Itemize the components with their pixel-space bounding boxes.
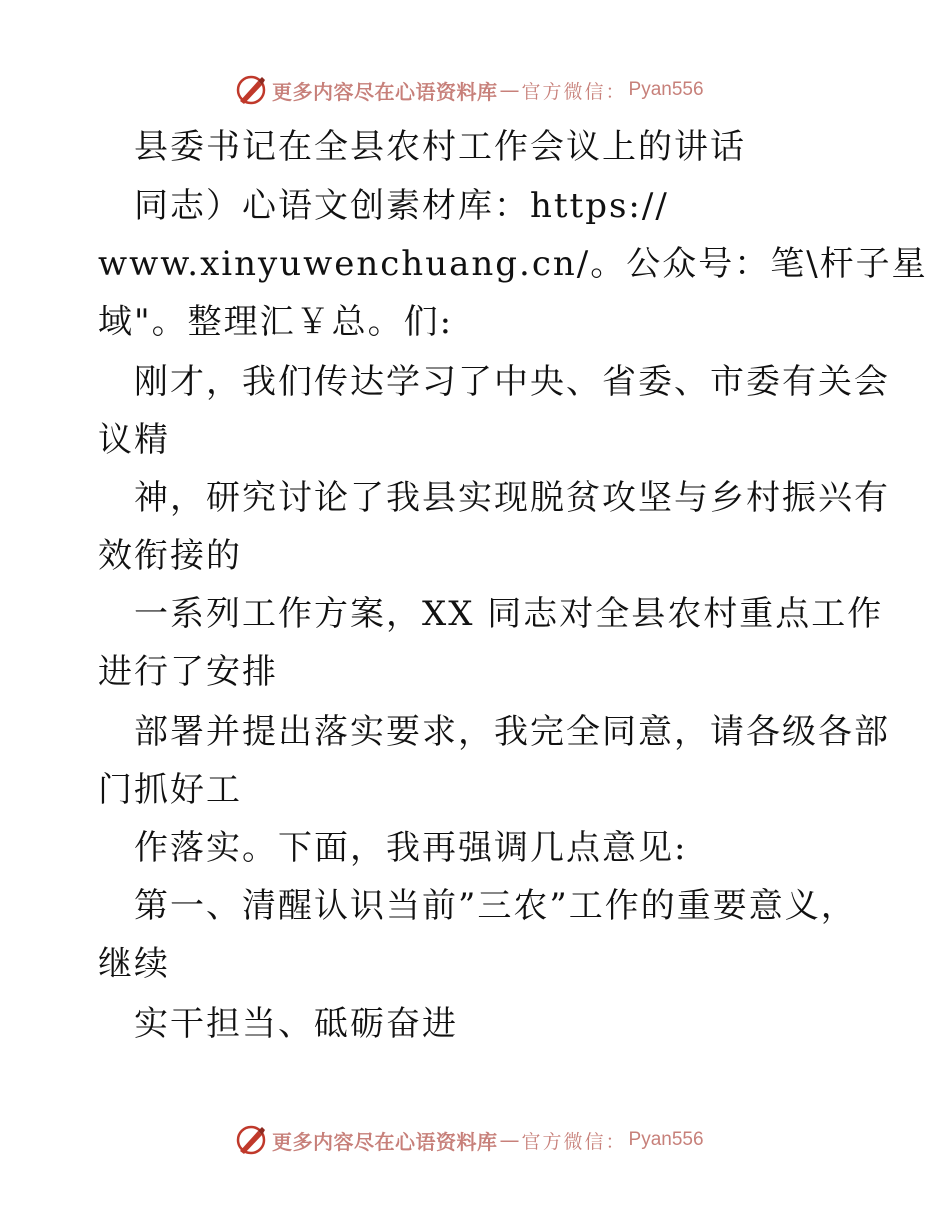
pen-logo-icon xyxy=(234,1123,268,1157)
paragraph-line: 作落实。下面，我再强调几点意见: xyxy=(134,828,688,868)
paragraph-line: 神，研究讨论了我县实现脱贫攻坚与乡村振兴有 xyxy=(134,478,890,518)
section-heading-line: 第一、清醒认识当前”三农”工作的重要意义， xyxy=(134,886,857,926)
pen-logo-icon xyxy=(234,73,268,107)
banner-main-text: 更多内容尽在心语资料库 xyxy=(272,79,498,104)
section-heading-line: 继续 xyxy=(98,944,170,984)
banner-dash: — xyxy=(499,1128,520,1152)
paragraph-line: 部署并提出落实要求，我完全同意，请各级各部 xyxy=(134,712,890,752)
paragraph-line: 一系列工作方案，XX 同志对全县农村重点工作 xyxy=(134,594,884,634)
footer-banner xyxy=(234,1122,704,1158)
paragraph-line: 域"。整理汇￥总。们: xyxy=(98,302,454,342)
banner-wechat-label: 官方微信： xyxy=(521,80,627,103)
banner-wechat-id: Pyan556 xyxy=(628,79,704,100)
banner-wechat-label: 官方微信： xyxy=(521,1130,627,1153)
paragraph-line: 进行了安排 xyxy=(98,652,278,692)
banner-dash: — xyxy=(499,78,520,102)
paragraph-line: www.xinyuwenchuang.cn/。公众号：笔\杆子星 xyxy=(98,244,928,284)
paragraph-line: 同志）心语文创素材库：https:// xyxy=(134,186,669,226)
paragraph-line: 门抓好工 xyxy=(98,770,242,810)
document-title: 县委书记在全县农村工作会议上的讲话 xyxy=(134,127,746,167)
banner-main-text: 更多内容尽在心语资料库 xyxy=(272,1129,498,1154)
section-heading-line: 实干担当、砥砺奋进 xyxy=(134,1004,458,1044)
banner-wechat-id: Pyan556 xyxy=(628,1129,704,1150)
paragraph-line: 效衔接的 xyxy=(98,536,242,576)
header-banner xyxy=(234,72,704,108)
paragraph-line: 刚才，我们传达学习了中央、省委、市委有关会 xyxy=(134,362,890,402)
paragraph-line: 议精 xyxy=(98,420,170,460)
